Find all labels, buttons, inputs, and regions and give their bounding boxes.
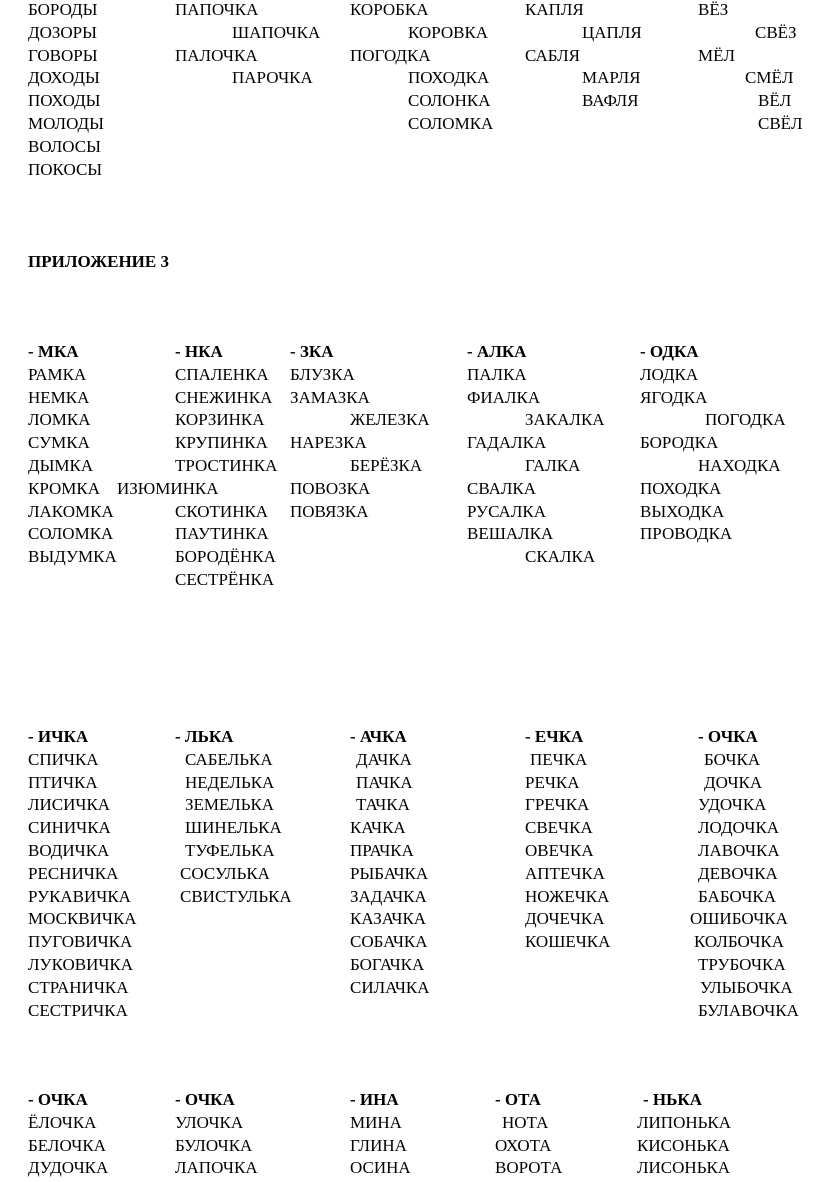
column-header: - ОЧКА: [698, 727, 758, 746]
word-cell: ГЛИНА: [350, 1135, 407, 1155]
word-cell: ВЫДУМКА: [28, 547, 117, 567]
word-cell: НАРЕЗКА: [290, 433, 367, 453]
column-header: - ЗКА: [290, 342, 334, 361]
word-cell: СПИЧКА: [28, 749, 99, 769]
word-cell: МИНА: [350, 1112, 402, 1132]
word-cell: ЗЕМЕЛЬКА: [185, 795, 275, 815]
word-cell: ГРЕЧКА: [525, 795, 590, 815]
word-cell: ПОГОДКА: [705, 410, 786, 430]
word-cell: СВАЛКА: [467, 478, 537, 498]
word-cell: НОТА: [502, 1112, 549, 1132]
word-cell: ПАПОЧКА: [175, 0, 259, 19]
word-cell: ПАЛОЧКА: [175, 45, 258, 65]
word-cell: МОСКВИЧКА: [28, 909, 137, 929]
word-cell: ПАЧКА: [356, 772, 413, 792]
column-header: - ОДКА: [640, 342, 699, 361]
word-cell: НОЖЕЧКА: [525, 886, 610, 906]
word-cell: ЛУКОВИЧКА: [28, 955, 134, 974]
word-cell: СМЁЛ: [745, 68, 794, 88]
word-cell: СИНИЧКА: [28, 818, 111, 838]
word-cell: БОРОДЫ: [28, 0, 98, 19]
word-cell: ЛОДКА: [640, 364, 699, 384]
word-cell: БЛУЗКА: [290, 364, 355, 384]
word-cell: НЕДЕЛЬКА: [185, 772, 275, 792]
column-header: - НКА: [175, 342, 223, 361]
word-cell: ВЁЛ: [758, 91, 792, 111]
word-cell: ТРУБОЧКА: [698, 955, 786, 974]
word-cell: ДОХОДЫ: [28, 68, 100, 88]
word-cell: ИЗЮМИНКА: [117, 478, 219, 498]
column-header: - ОЧКА: [28, 1090, 88, 1109]
word-cell: СОЛОМКА: [28, 524, 114, 544]
word-cell: ШИНЕЛЬКА: [185, 818, 282, 838]
word-cell: ЛАКОМКА: [28, 501, 114, 521]
word-cell: БОГАЧКА: [350, 955, 425, 974]
column-header: - ИНА: [350, 1090, 399, 1109]
word-cell: КРОМКА: [28, 478, 101, 498]
word-cell: ТУФЕЛЬКА: [185, 841, 275, 860]
word-cell: ПАРОЧКА: [232, 68, 313, 88]
word-cell: ЛИПОНЬКА: [637, 1112, 732, 1132]
word-cell: БОЧКА: [704, 749, 761, 769]
word-cell: НАХОДКА: [698, 456, 781, 475]
word-cell: КРУПИНКА: [175, 433, 268, 453]
word-cell: ГОВОРЫ: [28, 45, 98, 65]
word-cell: ДЕВОЧКА: [698, 863, 778, 883]
word-cell: РУКАВИЧКА: [28, 886, 131, 906]
word-cell: РУСАЛКА: [467, 501, 546, 521]
word-cell: ЛАПОЧКА: [175, 1158, 258, 1178]
appendix-title: ПРИЛОЖЕНИЕ 3: [28, 252, 169, 271]
word-cell: БЕРЁЗКА: [350, 456, 423, 475]
word-cell: КИСОНЬКА: [637, 1135, 730, 1155]
word-cell: КАЗАЧКА: [350, 909, 427, 929]
column-header: - АЧКА: [350, 727, 407, 746]
word-cell: МАРЛЯ: [582, 68, 641, 88]
word-cell: МОЛОДЫ: [28, 114, 104, 133]
word-cell: СВИСТУЛЬКА: [180, 886, 292, 906]
word-cell: КОШЕЧКА: [525, 932, 611, 952]
word-cell: БЕЛОЧКА: [28, 1135, 106, 1155]
word-cell: ВОРОТА: [495, 1158, 563, 1178]
word-cell: ФИАЛКА: [467, 387, 541, 407]
word-cell: РЕСНИЧКА: [28, 863, 119, 883]
word-cell: ЗАМАЗКА: [290, 387, 370, 407]
word-cell: КОРОБКА: [350, 0, 429, 19]
column-header: - ЛЬКА: [175, 727, 234, 746]
word-cell: ПАУТИНКА: [175, 524, 269, 544]
word-cell: ПРАЧКА: [350, 841, 414, 860]
word-cell: ПОВОЗКА: [290, 478, 371, 498]
word-cell: КАПЛЯ: [525, 0, 584, 19]
word-cell: БАБОЧКА: [698, 886, 776, 906]
word-cell: СОЛОНКА: [408, 91, 491, 111]
word-cell: ПЕЧКА: [530, 749, 588, 769]
word-cell: БОРОДКА: [640, 433, 719, 453]
word-cell: ДОЧЕЧКА: [525, 909, 605, 929]
word-cell: СПАЛЕНКА: [175, 364, 269, 384]
word-cell: ЖЕЛЕЗКА: [350, 410, 430, 430]
word-cell: СУМКА: [28, 433, 90, 453]
column-header: - ОТА: [495, 1090, 541, 1109]
word-cell: УДОЧКА: [698, 795, 767, 815]
word-cell: ДУДОЧКА: [28, 1158, 109, 1178]
word-cell: СНЕЖИНКА: [175, 387, 273, 407]
word-cell: СЕСТРИЧКА: [28, 1000, 128, 1020]
word-cell: ДАЧКА: [356, 749, 412, 769]
word-cell: ЛИСИЧКА: [28, 795, 111, 815]
word-cell: ДОЧКА: [704, 772, 763, 792]
word-cell: ПОКОСЫ: [28, 159, 103, 179]
word-cell: ЛОДОЧКА: [698, 818, 780, 838]
word-cell: ЯГОДКА: [640, 387, 708, 407]
word-cell: РЕЧКА: [525, 772, 580, 792]
word-cell: ВОЛОСЫ: [28, 136, 101, 156]
word-cell: СВЁЛ: [758, 114, 803, 133]
word-cell: ВЁЗ: [698, 0, 729, 19]
word-cell: ПОХОДЫ: [28, 91, 101, 111]
word-cell: ВЫХОДКА: [640, 501, 725, 521]
word-cell: ТАЧКА: [356, 795, 410, 815]
word-cell: СОБАЧКА: [350, 932, 428, 952]
word-cell: САБЕЛЬКА: [185, 749, 273, 769]
word-cell: САБЛЯ: [525, 45, 580, 65]
word-cell: РЫБАЧКА: [350, 863, 429, 883]
word-cell: НЕМКА: [28, 387, 90, 407]
column-header: - ОЧКА: [175, 1090, 235, 1109]
word-cell: БУЛАВОЧКА: [698, 1000, 799, 1020]
column-header: - МКА: [28, 342, 79, 361]
word-cell: РАМКА: [28, 364, 87, 384]
word-cell: ЛОМКА: [28, 410, 91, 430]
word-cell: КОЛБОЧКА: [694, 932, 785, 952]
word-cell: СКОТИНКА: [175, 501, 269, 521]
word-cell: СЕСТРЁНКА: [175, 570, 275, 589]
word-cell: СВЁЗ: [755, 22, 797, 42]
word-cell: ПАЛКА: [467, 364, 527, 384]
word-cell: ПРОВОДКА: [640, 524, 733, 544]
word-cell: ОХОТА: [495, 1135, 552, 1155]
word-cell: БОРОДЁНКА: [175, 547, 276, 567]
word-cell: ГАДАЛКА: [467, 433, 547, 453]
word-cell: СВЕЧКА: [525, 818, 593, 838]
word-cell: ДЫМКА: [28, 456, 94, 475]
word-cell: ВЕШАЛКА: [467, 524, 554, 544]
word-cell: ДОЗОРЫ: [28, 22, 97, 42]
word-cell: ШАПОЧКА: [232, 22, 321, 42]
column-header: - ИЧКА: [28, 727, 89, 746]
word-cell: ВАФЛЯ: [582, 91, 639, 111]
word-cell: ТРОСТИНКА: [175, 456, 278, 475]
word-cell: УЛОЧКА: [175, 1112, 244, 1132]
word-cell: ПОВЯЗКА: [290, 501, 369, 521]
word-cell: БУЛОЧКА: [175, 1135, 253, 1155]
word-cell: ПОГОДКА: [350, 45, 431, 65]
word-cell: ПТИЧКА: [28, 772, 98, 792]
word-cell: ЗАКАЛКА: [525, 410, 605, 430]
word-cell: КАЧКА: [350, 818, 406, 838]
word-cell: ОСИНА: [350, 1158, 411, 1178]
word-cell: ЗАДАЧКА: [350, 886, 427, 906]
word-cell: СИЛАЧКА: [350, 977, 430, 997]
word-cell: ЦАПЛЯ: [582, 22, 642, 42]
word-cell: СКАЛКА: [525, 547, 596, 567]
word-cell: ГАЛКА: [525, 456, 581, 475]
column-header: - ЕЧКА: [525, 727, 584, 746]
word-cell: СОЛОМКА: [408, 114, 494, 133]
word-cell: КОРЗИНКА: [175, 410, 265, 430]
word-cell: ПУГОВИЧКА: [28, 932, 133, 952]
word-cell: ОВЕЧКА: [525, 841, 594, 860]
column-header: - АЛКА: [467, 342, 527, 361]
word-cell: ЛАВОЧКА: [698, 841, 780, 860]
word-cell: ЁЛОЧКА: [28, 1112, 97, 1132]
word-cell: СОСУЛЬКА: [180, 863, 270, 883]
word-cell: УЛЫБОЧКА: [700, 977, 793, 997]
word-cell: ОШИБОЧКА: [690, 909, 788, 929]
word-cell: ЛИСОНЬКА: [637, 1158, 731, 1178]
word-cell: МЁЛ: [698, 45, 736, 65]
word-cell: ПОХОДКА: [640, 478, 722, 498]
word-cell: КОРОВКА: [408, 22, 489, 42]
word-cell: АПТЕЧКА: [525, 863, 605, 883]
word-cell: СТРАНИЧКА: [28, 977, 129, 997]
column-header: - НЬКА: [643, 1090, 702, 1109]
word-cell: ВОДИЧКА: [28, 841, 110, 860]
word-cell: ПОХОДКА: [408, 68, 490, 88]
